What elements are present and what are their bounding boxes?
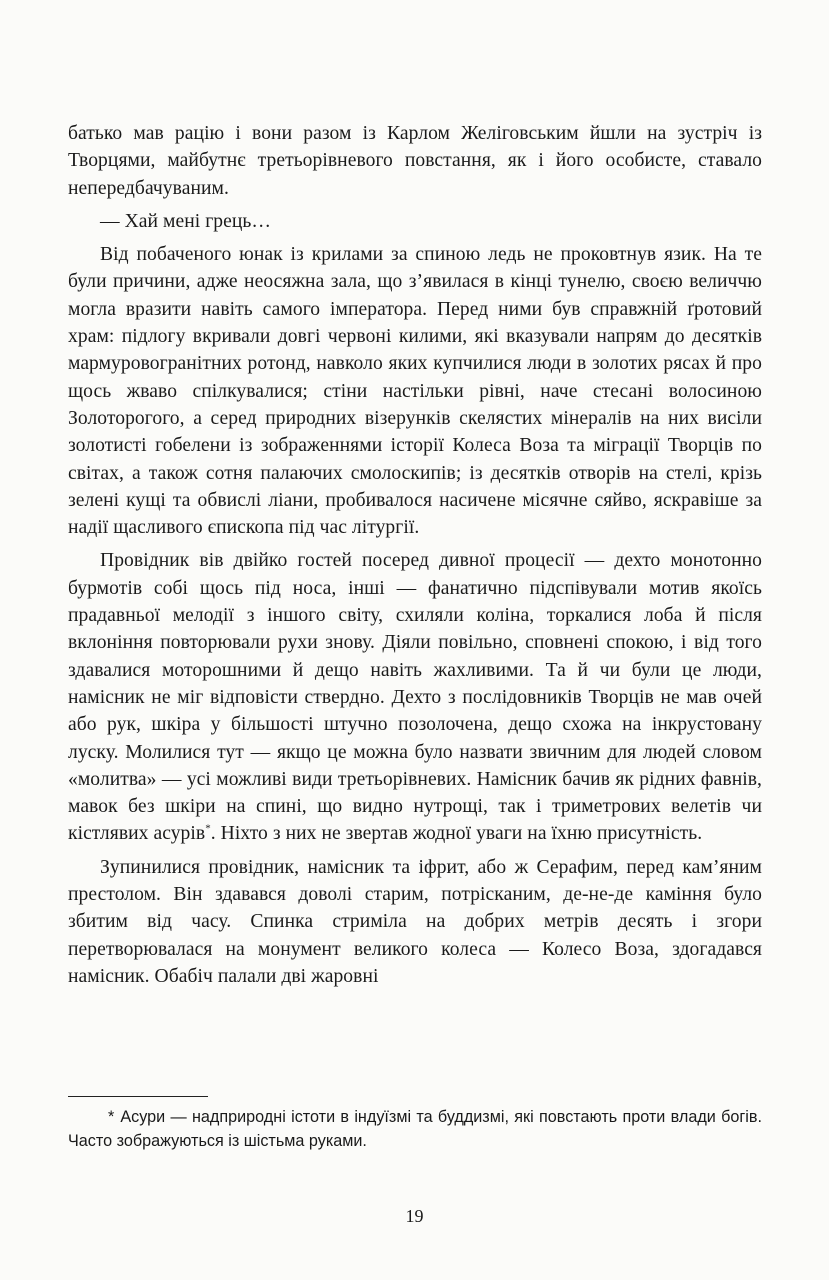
paragraph-1: батько мав рацію і вони разом із Карлом Желіговським йшли на зустріч із Творцями, майбутнє третьорівневого повстання, як і його особисте, ставало непередбачуваним. [68, 123, 762, 199]
paragraph-3: Від побаченого юнак із крилами за спиною ледь не проковтнув язик. На те були причини, адже неосяжна зала, що з’явилася в кінці тунелю, своєю величчю могла вразити навіть самого імператора. Перед ними був справжній ґротовий храм: підлогу вкривали довгі червоні килими, які вказували напрям до десятків мармуровогранітних ротонд, навколо яких купчилися люди в золотих рясах й про щось жваво спілкувалися; стіни настільки рівні, наче стесані волосиною Золоторогого, а серед природних візерунків скелястих мінералів на них висіли золотисті гобелени із зображеннями історії Колеса Воза та міграції Творців по світах, а також сотня палаючих смолоскипів; із десятків отворів на стелі, крізь зелені кущі та обвислі ліани, пробивалося насичене місячне сяйво, яскравіше за надії щасливого єпископа під час літургії. [68, 244, 762, 539]
paragraph-4-text-b: . Ніхто з них не звертав жодної уваги на їхню присутність. [210, 823, 703, 845]
footnote-reference-mark: * [205, 822, 211, 835]
footnote-text: Асури — надприродні істоти в індуїзмі та буддизмі, які повстають проти влади богів. Часто зображуються із шістьма руками. [68, 1108, 762, 1150]
footnote [68, 1106, 762, 1153]
page-number: 19 [405, 1206, 424, 1226]
paragraph-2-dialogue: — Хай мені грець… [100, 210, 272, 232]
paragraph-5: Зупинилися провідник, намісник та іфрит, або ж Серафим, перед кам’яним престолом. Він здавався доволі старим, потрісканим, де-не-де каміння було збитим від часу. Спинка стриміла на добрих метрів десять і згори перетворювалася на монумент великого колеса — Колесо Воза, здогадався намісник. Обабіч палали дві жаровні [68, 856, 762, 987]
page-body [68, 120, 762, 990]
paragraph-4-text-a: Провідник вів двійко гостей посеред дивної процесії — дехто монотонно бурмотів собі щось під носа, інші — фанатично підспівували мотив якоїсь прадавньої мелодії з іншого світу, схиляли коліна, торкалися лоба й після вклоніння повторювали рухи знову. Діяли повільно, сповнені спокою, і від того здавалися моторошними й дещо навіть жахливими. Та й чи були це люди, намісник не міг відповісти ствердно. Дехто з послідовників Творців не мав очей або рук, шкіра у більшості штучно позолочена, дещо схожа на інкрустовану луску. Молилися тут — якщо це можна було назвати звичним для людей словом «молитва» — усі можливі види третьорівневих. Намісник бачив як рідних фавнів, мавок без шкіри на спині, що видно нутрощі, так і триметрових велетів чи кістлявих асурів [68, 550, 762, 845]
paragraph-4 [68, 547, 762, 847]
footnote-separator-line [68, 1096, 208, 1097]
footnote-mark: * [108, 1108, 115, 1126]
